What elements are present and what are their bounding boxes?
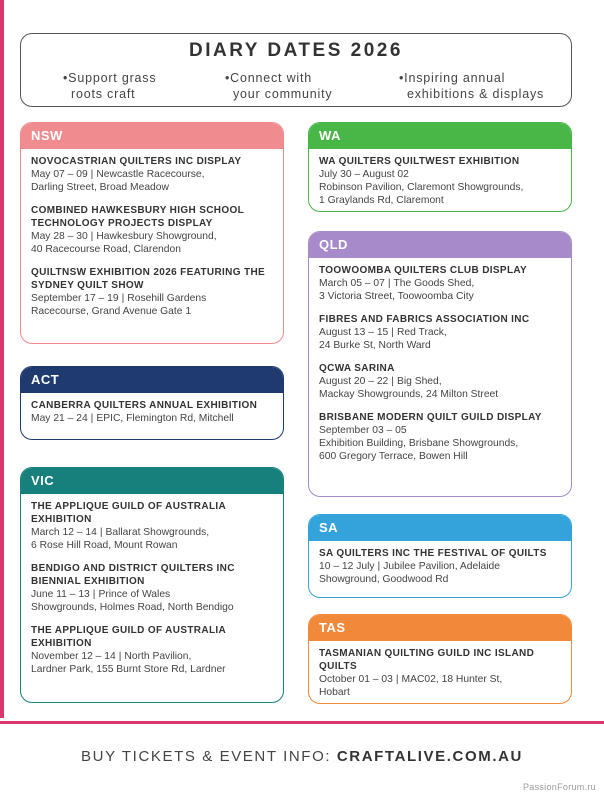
event-title: QUILTNSW EXHIBITION 2026 FEATURING THE SYDNEY QUILT SHOW: [31, 267, 266, 291]
event-item: [31, 500, 273, 552]
bullet-exhibitions: [399, 70, 544, 102]
event-item: [319, 647, 561, 699]
event-location: Newcastle Racecourse,: [96, 169, 205, 180]
region-header-vic: VIC: [21, 468, 283, 494]
event-item: [31, 204, 273, 256]
separator: |: [377, 561, 381, 572]
event-location-line: Racecourse, Grand Avenue Gate 1: [31, 306, 192, 317]
event-date: May 21 – 24: [31, 413, 88, 424]
region-header-wa: WA: [309, 123, 571, 149]
event-location-line: 3 Victoria Street, Toowoomba City: [319, 291, 474, 302]
bullet-community: [225, 70, 332, 102]
event-location: Jubilee Pavilion, Adelaide: [383, 561, 500, 572]
event-location: Rosehill Gardens: [127, 293, 207, 304]
event-title: NOVOCASTRIAN QUILTERS INC DISPLAY: [31, 156, 242, 167]
event-location: North Pavilion,: [124, 651, 192, 662]
region-card-sa: [308, 514, 572, 598]
event-title: BRISBANE MODERN QUILT GUILD DISPLAY: [319, 412, 542, 423]
event-date: March 12 – 14: [31, 527, 97, 538]
event-date: May 28 – 30: [31, 231, 88, 242]
event-location-line: Robinson Pavilion, Claremont Showgrounds,: [319, 182, 524, 193]
event-title: THE APPLIQUE GUILD OF AUSTRALIA EXHIBITION: [31, 501, 226, 525]
event-location: MAC02, 18 Hunter St,: [401, 674, 503, 685]
event-item: [31, 155, 273, 194]
footer-prefix: BUY TICKETS & EVENT INFO:: [81, 748, 337, 765]
bullet-grass-roots: [63, 70, 156, 102]
event-item: [31, 399, 273, 425]
region-card-tas: [308, 614, 572, 704]
event-item: [319, 264, 561, 303]
bullet-line: •Connect with: [225, 71, 313, 85]
separator: |: [90, 231, 94, 242]
event-location: The Goods Shed,: [393, 278, 475, 289]
footer-divider: [0, 721, 604, 724]
separator: |: [387, 278, 391, 289]
event-item: [319, 313, 561, 352]
event-item: [319, 411, 561, 463]
event-title: TOOWOOMBA QUILTERS CLUB DISPLAY: [319, 265, 528, 276]
separator: |: [395, 674, 399, 685]
event-location-line: Showgrounds, Holmes Road, North Bendigo: [31, 602, 234, 613]
separator: |: [99, 527, 103, 538]
footer-website-link[interactable]: CRAFTALIVE.COM.AU: [336, 748, 523, 765]
event-location-line: Mackay Showgrounds, 24 Milton Street: [319, 389, 499, 400]
separator: |: [118, 651, 122, 662]
event-title: SA QUILTERS INC THE FESTIVAL OF QUILTS: [319, 548, 547, 559]
region-header-nsw: NSW: [21, 123, 283, 149]
region-header-tas: TAS: [309, 615, 571, 641]
event-location-line: 1 Graylands Rd, Claremont: [319, 195, 444, 206]
event-date: September 03 – 05: [319, 425, 407, 436]
event-location-line: Showground, Goodwood Rd: [319, 574, 449, 585]
event-date: November 12 – 14: [31, 651, 116, 662]
separator: |: [92, 589, 96, 600]
diary-header: [20, 33, 572, 107]
event-item: [319, 362, 561, 401]
bullet-line: •Inspiring annual: [399, 71, 506, 85]
bullet-line: your community: [233, 87, 333, 101]
event-location-line: Exhibition Building, Brisbane Showgrounds,: [319, 438, 519, 449]
event-date: July 30 – August 02: [319, 169, 409, 180]
event-location-line: 24 Burke St, North Ward: [319, 340, 431, 351]
event-title: QCWA SARINA: [319, 363, 395, 374]
event-date: September 17 – 19: [31, 293, 119, 304]
event-title: THE APPLIQUE GUILD OF AUSTRALIA EXHIBITION: [31, 625, 226, 649]
event-location-line: 40 Racecourse Road, Clarendon: [31, 244, 181, 255]
event-title: TASMANIAN QUILTING GUILD INC ISLAND QUILTS: [319, 648, 535, 672]
bullet-line: •Support grass: [63, 71, 157, 85]
event-date: March 05 – 07: [319, 278, 385, 289]
region-header-qld: QLD: [309, 232, 571, 258]
region-header-act: ACT: [21, 367, 283, 393]
event-date: October 01 – 03: [319, 674, 393, 685]
event-location: EPIC, Flemington Rd, Mitchell: [96, 413, 234, 424]
event-date: June 11 – 13: [31, 589, 90, 600]
separator: |: [90, 169, 94, 180]
bullet-line: exhibitions & displays: [407, 87, 545, 101]
event-location-line: Hobart: [319, 687, 350, 698]
event-location: Hawkesbury Showground,: [96, 231, 217, 242]
separator: |: [121, 293, 125, 304]
region-card-qld: [308, 231, 572, 497]
event-location-line: Darling Street, Broad Meadow: [31, 182, 169, 193]
event-date: May 07 – 09: [31, 169, 88, 180]
event-item: [31, 624, 273, 676]
region-card-vic: [20, 467, 284, 703]
separator: |: [391, 376, 394, 387]
event-title: WA QUILTERS QUILTWEST EXHIBITION: [319, 156, 520, 167]
event-date: August 20 – 22: [319, 376, 389, 387]
bullet-line: roots craft: [71, 87, 136, 101]
event-location: Prince of Wales: [98, 589, 171, 600]
footer-ticket-info: [0, 748, 604, 765]
page-title: DIARY DATES 2026: [189, 40, 403, 61]
event-date: August 13 – 15: [319, 327, 389, 338]
event-item: [319, 155, 561, 207]
event-title: CANBERRA QUILTERS ANNUAL EXHIBITION: [31, 400, 258, 411]
event-location-line: 6 Rose Hill Road, Mount Rowan: [31, 540, 178, 551]
event-item: [31, 562, 273, 614]
event-title: BENDIGO AND DISTRICT QUILTERS INC BIENNIAL EXHIBITION: [31, 563, 235, 587]
separator: |: [90, 413, 94, 424]
region-card-nsw: [20, 122, 284, 344]
event-location-line: Lardner Park, 155 Burnt Store Rd, Lardner: [31, 664, 226, 675]
event-item: [31, 266, 273, 318]
separator: |: [391, 327, 394, 338]
event-location: Red Track,: [396, 327, 447, 338]
event-item: [319, 547, 561, 586]
event-location-line: 600 Gregory Terrace, Bowen Hill: [319, 451, 468, 462]
region-header-sa: SA: [309, 515, 571, 541]
accent-strip: [0, 0, 4, 718]
region-card-act: [20, 366, 284, 440]
event-title: COMBINED HAWKESBURY HIGH SCHOOL TECHNOLOGY PROJECTS DISPLAY: [31, 205, 244, 229]
event-location: Big Shed,: [396, 376, 442, 387]
event-date: 10 – 12 July: [319, 561, 375, 572]
region-card-wa: [308, 122, 572, 212]
event-title: FIBRES AND FABRICS ASSOCIATION INC: [319, 314, 530, 325]
event-location: Ballarat Showgrounds,: [105, 527, 210, 538]
watermark: PassionForum.ru: [522, 782, 596, 792]
